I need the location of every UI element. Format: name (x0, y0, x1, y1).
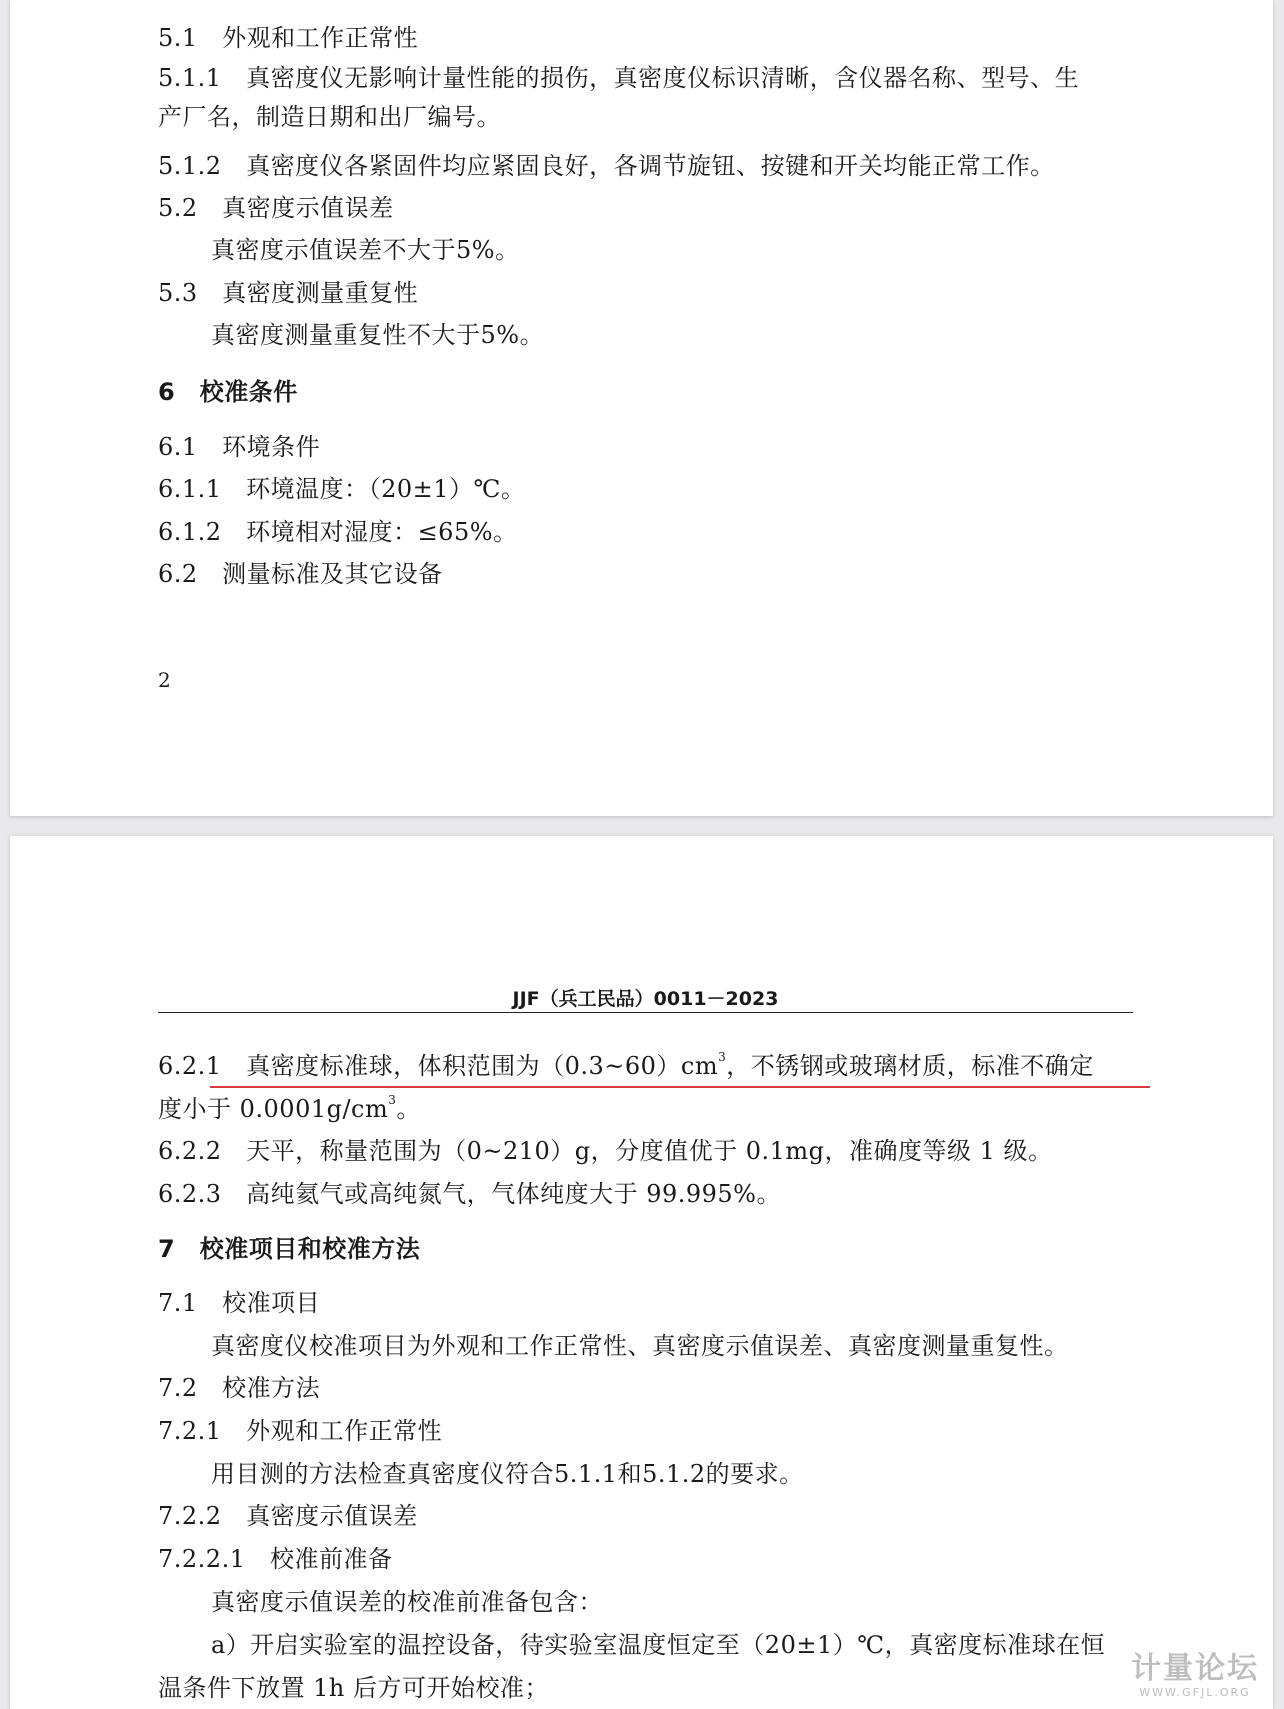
red-highlight-underline (210, 1086, 1150, 1088)
page-number: 2 (158, 668, 171, 692)
document-page-2 (10, 836, 1273, 1709)
clause-7-2-2-heading: 7.2.2 真密度示值误差 (158, 1502, 418, 1530)
clause-6-2-1-period: 。 (396, 1095, 421, 1123)
section-5-3-text: 真密度测量重复性不大于5%。 (211, 321, 545, 349)
clause-6-2-1 (158, 1050, 1094, 1082)
clause-7-2-1-text: 用目测的方法检查真密度仪符合5.1.1和5.1.2的要求。 (211, 1460, 804, 1488)
section-7-1-text: 真密度仪校准项目为外观和工作正常性、真密度示值误差、真密度测量重复性。 (211, 1332, 1069, 1360)
clause-5-1-1-continued: 产厂名，制造日期和出厂编号。 (158, 103, 501, 131)
clause-5-1-1: 5.1.1 真密度仪无影响计量性能的损伤，真密度仪标识清晰，含仪器名称、型号、生 (158, 64, 1080, 92)
section-6-2-heading: 6.2 测量标准及其它设备 (158, 560, 443, 588)
section-7-2-heading: 7.2 校准方法 (158, 1374, 321, 1402)
clause-6-1-2: 6.1.2 环境相对湿度：≤65%。 (158, 518, 518, 546)
clause-6-1-1: 6.1.1 环境温度：（20±1）℃。 (158, 475, 526, 503)
section-5-1-heading: 5.1 外观和工作正常性 (158, 24, 419, 52)
section-7-1-heading: 7.1 校准项目 (158, 1289, 321, 1317)
section-5-2-text: 真密度示值误差不大于5%。 (211, 236, 520, 264)
section-6-1-heading: 6.1 环境条件 (158, 433, 321, 461)
clause-6-2-3: 6.2.3 高纯氦气或高纯氮气，气体纯度大于 99.995%。 (158, 1180, 781, 1208)
section-5-3-heading: 5.3 真密度测量重复性 (158, 279, 419, 307)
clause-5-1-2: 5.1.2 真密度仪各紧固件均应紧固良好，各调节旋钮、按键和开关均能正常工作。 (158, 152, 1055, 180)
clause-6-2-1-continued (158, 1093, 421, 1125)
watermark-title: 计量论坛 (1131, 1651, 1259, 1686)
chapter-7-heading: 7 校准项目和校准方法 (158, 1235, 421, 1263)
document-header: JJF（兵工民品）0011－2023 (512, 988, 779, 1010)
clause-6-2-1-text-end: ，不锈钢或玻璃材质，标准不确定 (726, 1052, 1094, 1080)
list-item-a: a）开启实验室的温控设备，待实验室温度恒定至（20±1）℃，真密度标准球在恒 (211, 1631, 1106, 1659)
header-rule (158, 1012, 1133, 1013)
document-page-1 (10, 0, 1273, 816)
superscript: 3 (718, 1050, 727, 1064)
clause-6-2-2: 6.2.2 天平，称量范围为（0~210）g，分度值优于 0.1mg，准确度等级 1 级。 (158, 1137, 1053, 1165)
chapter-6-heading: 6 校准条件 (158, 378, 298, 406)
clause-6-2-1-continued-text: 度小于 0.0001g/cm (158, 1095, 389, 1123)
clause-7-2-2-1-heading: 7.2.2.1 校准前准备 (158, 1545, 393, 1573)
clause-6-2-1-text: 6.2.1 真密度标准球，体积范围为（0.3~60）cm (158, 1052, 719, 1080)
list-item-a-continued: 温条件下放置 1h 后方可开始校准； (158, 1674, 549, 1702)
watermark-subtitle: WWW.GFJL.ORG (1139, 1686, 1251, 1699)
section-5-2-heading: 5.2 真密度示值误差 (158, 194, 394, 222)
watermark-logo (1131, 1652, 1259, 1699)
clause-7-2-2-1-text: 真密度示值误差的校准前准备包含： (211, 1588, 603, 1616)
clause-7-2-1-heading: 7.2.1 外观和工作正常性 (158, 1417, 443, 1445)
superscript: 3 (388, 1093, 397, 1107)
